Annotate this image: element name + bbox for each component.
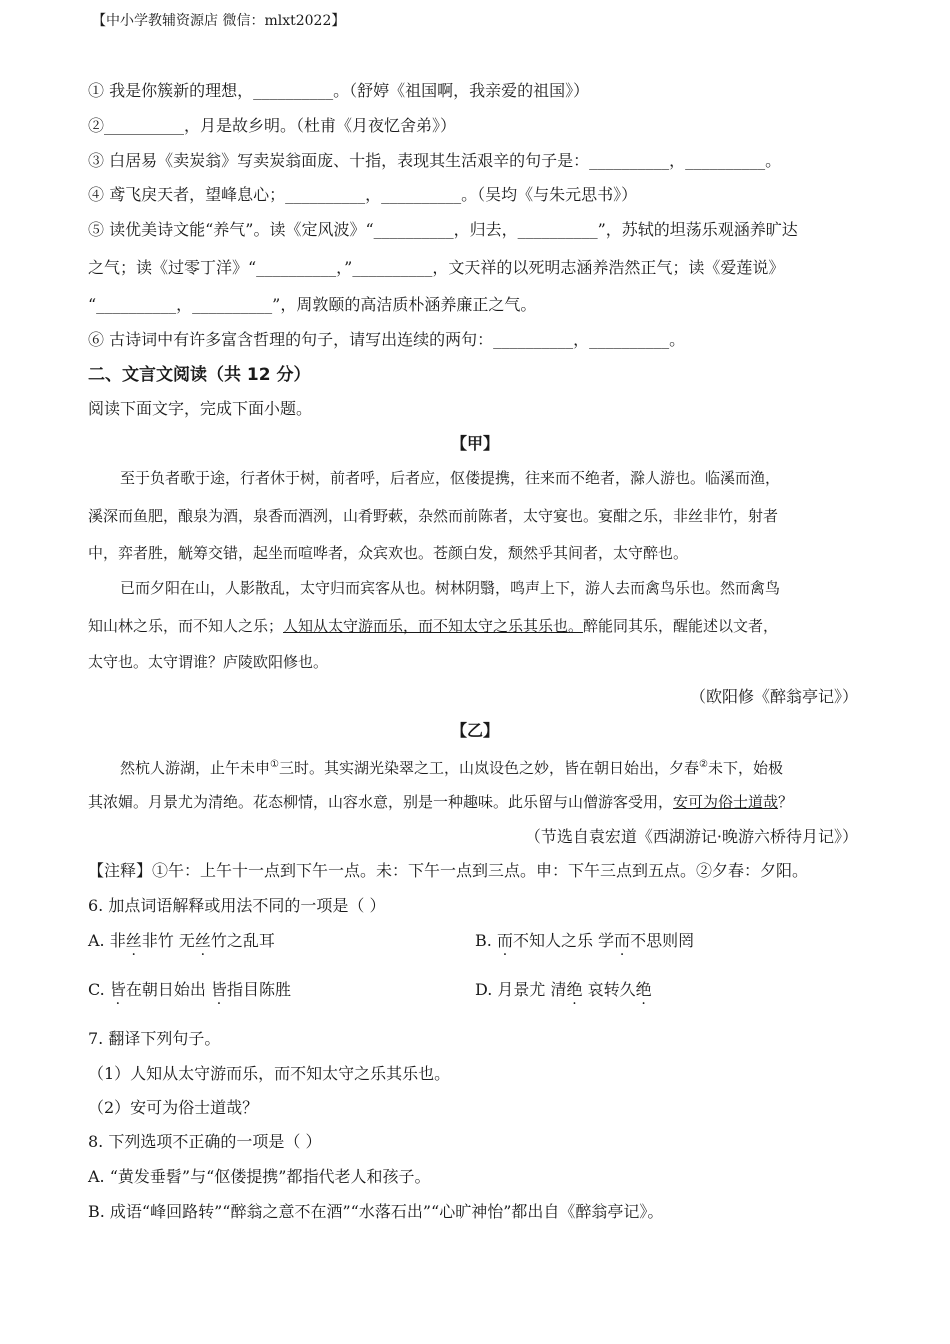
passage-jia-source: （欧阳修《醉翁亭记》） <box>689 687 858 706</box>
option-text: A. 非 <box>88 931 126 950</box>
fill-blank-2: ②__________，月是故乡明。（杜甫《月夜忆舍弟》） <box>88 116 457 135</box>
passage-jia-line: 至于负者歌于途，行者休于树，前者呼，后者应，伛偻提携，往来而不绝者，滁人游也。临溪而渔， <box>120 469 781 487</box>
option-text: B. <box>475 931 497 950</box>
footnote-marker: ② <box>699 759 708 770</box>
section-instruction: 阅读下面文字，完成下面小题。 <box>88 399 313 418</box>
question-6-stem: 6. 加点词语解释或用法不同的一项是（ ） <box>88 896 386 915</box>
option-text: 非竹 无 <box>141 931 195 950</box>
question-7-stem: 7. 翻译下列句子。 <box>88 1029 221 1048</box>
question-7-item-2: （2）安可为俗士道哉？ <box>88 1098 259 1117</box>
fill-blank-1: ① 我是你簇新的理想，__________。（舒婷《祖国啊，我亲爱的祖国》） <box>88 81 590 100</box>
passage-text: ？ <box>778 793 794 811</box>
dotted-word: 皆 <box>109 980 126 999</box>
passage-text: 其浓媚。月景尤为清绝。花态柳情，山容水意，别是一种趣味。此乐留与山僧游客受用， <box>88 793 674 811</box>
dotted-word: 丝 <box>125 931 142 950</box>
q8-option-b: B. 成语“峰回路转”“醉翁之意不在酒”“水落石出”“心旷神怡”都出自《醉翁亭记》。 <box>88 1202 664 1221</box>
passage-text: 然杭人游湖，止午未申 <box>120 759 271 777</box>
q6-option-b <box>475 930 694 952</box>
option-text: 指目陈胜 <box>226 980 291 999</box>
dotted-word: 皆 <box>210 980 227 999</box>
dotted-word: 绝 <box>566 980 583 999</box>
dotted-word: 而 <box>614 931 631 950</box>
passage-text: 醉能同其乐，醒能述以文者， <box>583 617 779 635</box>
dotted-word: 而 <box>496 931 513 950</box>
section-title: 二、文言文阅读（共 12 分） <box>88 365 311 385</box>
q8-option-a: A. “黄发垂髫”与“伛偻提携”都指代老人和孩子。 <box>88 1167 431 1186</box>
passage-jia-line: 太守也。太守谓谁？庐陵欧阳修也。 <box>88 653 329 671</box>
fill-blank-6: ⑥ 古诗词中有许多富含哲理的句子，请写出连续的两句：__________，__________。 <box>88 330 686 349</box>
question-8-stem: 8. 下列选项不正确的一项是（ ） <box>88 1132 322 1151</box>
option-text: C. <box>88 980 110 999</box>
underlined-sentence: 人知从太守游而乐，而不知太守之乐其乐也。 <box>283 617 584 635</box>
dotted-word: 丝 <box>194 931 211 950</box>
passage-text: 未下，始极 <box>707 759 783 777</box>
fill-blank-5-line3: “__________，__________”，周敦颐的高洁质朴涵养廉正之气。 <box>88 295 537 314</box>
q6-option-d <box>475 979 652 1001</box>
q6-option-a <box>88 930 275 952</box>
footnote-marker: ① <box>270 759 279 770</box>
option-text: 不知人之乐 学 <box>512 931 615 950</box>
fill-blank-3: ③ 白居易《卖炭翁》写卖炭翁面庞、十指，表现其生活艰辛的句子是：__________，__________。 <box>88 151 782 170</box>
fill-blank-4: ④ 鸢飞戾天者，望峰息心；__________，__________。（吴均《与朱元思书》） <box>88 185 638 204</box>
option-text: 哀转久 <box>582 980 636 999</box>
passage-text: 知山林之乐，而不知人之乐； <box>88 617 284 635</box>
option-text: 不思则罔 <box>630 931 695 950</box>
passage-yi-line <box>120 754 783 779</box>
option-text: D. 月景尤 清 <box>475 980 567 999</box>
passage-jia-line: 已而夕阳在山，人影散乱，太守归而宾客从也。树林阴翳，鸣声上下，游人去而禽鸟乐也。然而禽鸟 <box>120 579 781 597</box>
dotted-word: 绝 <box>635 980 652 999</box>
fill-blank-5-line1: ⑤ 读优美诗文能“养气”。读《定风波》“__________，归去，__________”，苏轼的坦荡乐观涵养旷达 <box>88 220 798 239</box>
annotation-note: 【注释】①午：上午十一点到下午一点。未：下午一点到三点。申：下午三点到五点。②夕春：夕阳。 <box>88 861 809 880</box>
passage-jia-line: 中，弈者胜，觥筹交错，起坐而喧哗者，众宾欢也。苍颜白发，颓然乎其间者，太守醉也。 <box>88 544 689 562</box>
passage-yi-source: （节选自袁宏道《西湖游记·晚游六桥待月记》） <box>524 827 858 846</box>
passage-yi-line-underlined <box>88 791 793 813</box>
passage-jia-line-underlined <box>88 615 778 637</box>
passage-text: 三时。其实湖光染翠之工，山岚设色之妙，皆在朝日始出，夕春 <box>278 759 699 777</box>
underlined-sentence: 安可为俗士道哉 <box>673 793 779 811</box>
q6-option-c <box>88 979 291 1001</box>
fill-blank-5-line2: 之气；读《过零丁洋》“__________，”__________，文天祥的以死明志涵养浩然正气；读《爱莲说》 <box>88 258 785 277</box>
passage-yi-label: 【乙】 <box>450 721 499 740</box>
passage-jia-label: 【甲】 <box>450 434 499 453</box>
header-source: 【中小学教辅资源店 微信：mlxt2022】 <box>92 13 346 29</box>
option-text: 竹之乱耳 <box>210 931 275 950</box>
question-7-item-1: （1）人知从太守游而乐，而不知太守之乐其乐也。 <box>88 1064 451 1083</box>
option-text: 在朝日始出 <box>125 980 211 999</box>
passage-jia-line: 溪深而鱼肥，酿泉为酒，泉香而酒洌，山肴野蔌，杂然而前陈者，太守宴也。宴酣之乐，非丝非竹，射者 <box>88 507 779 525</box>
